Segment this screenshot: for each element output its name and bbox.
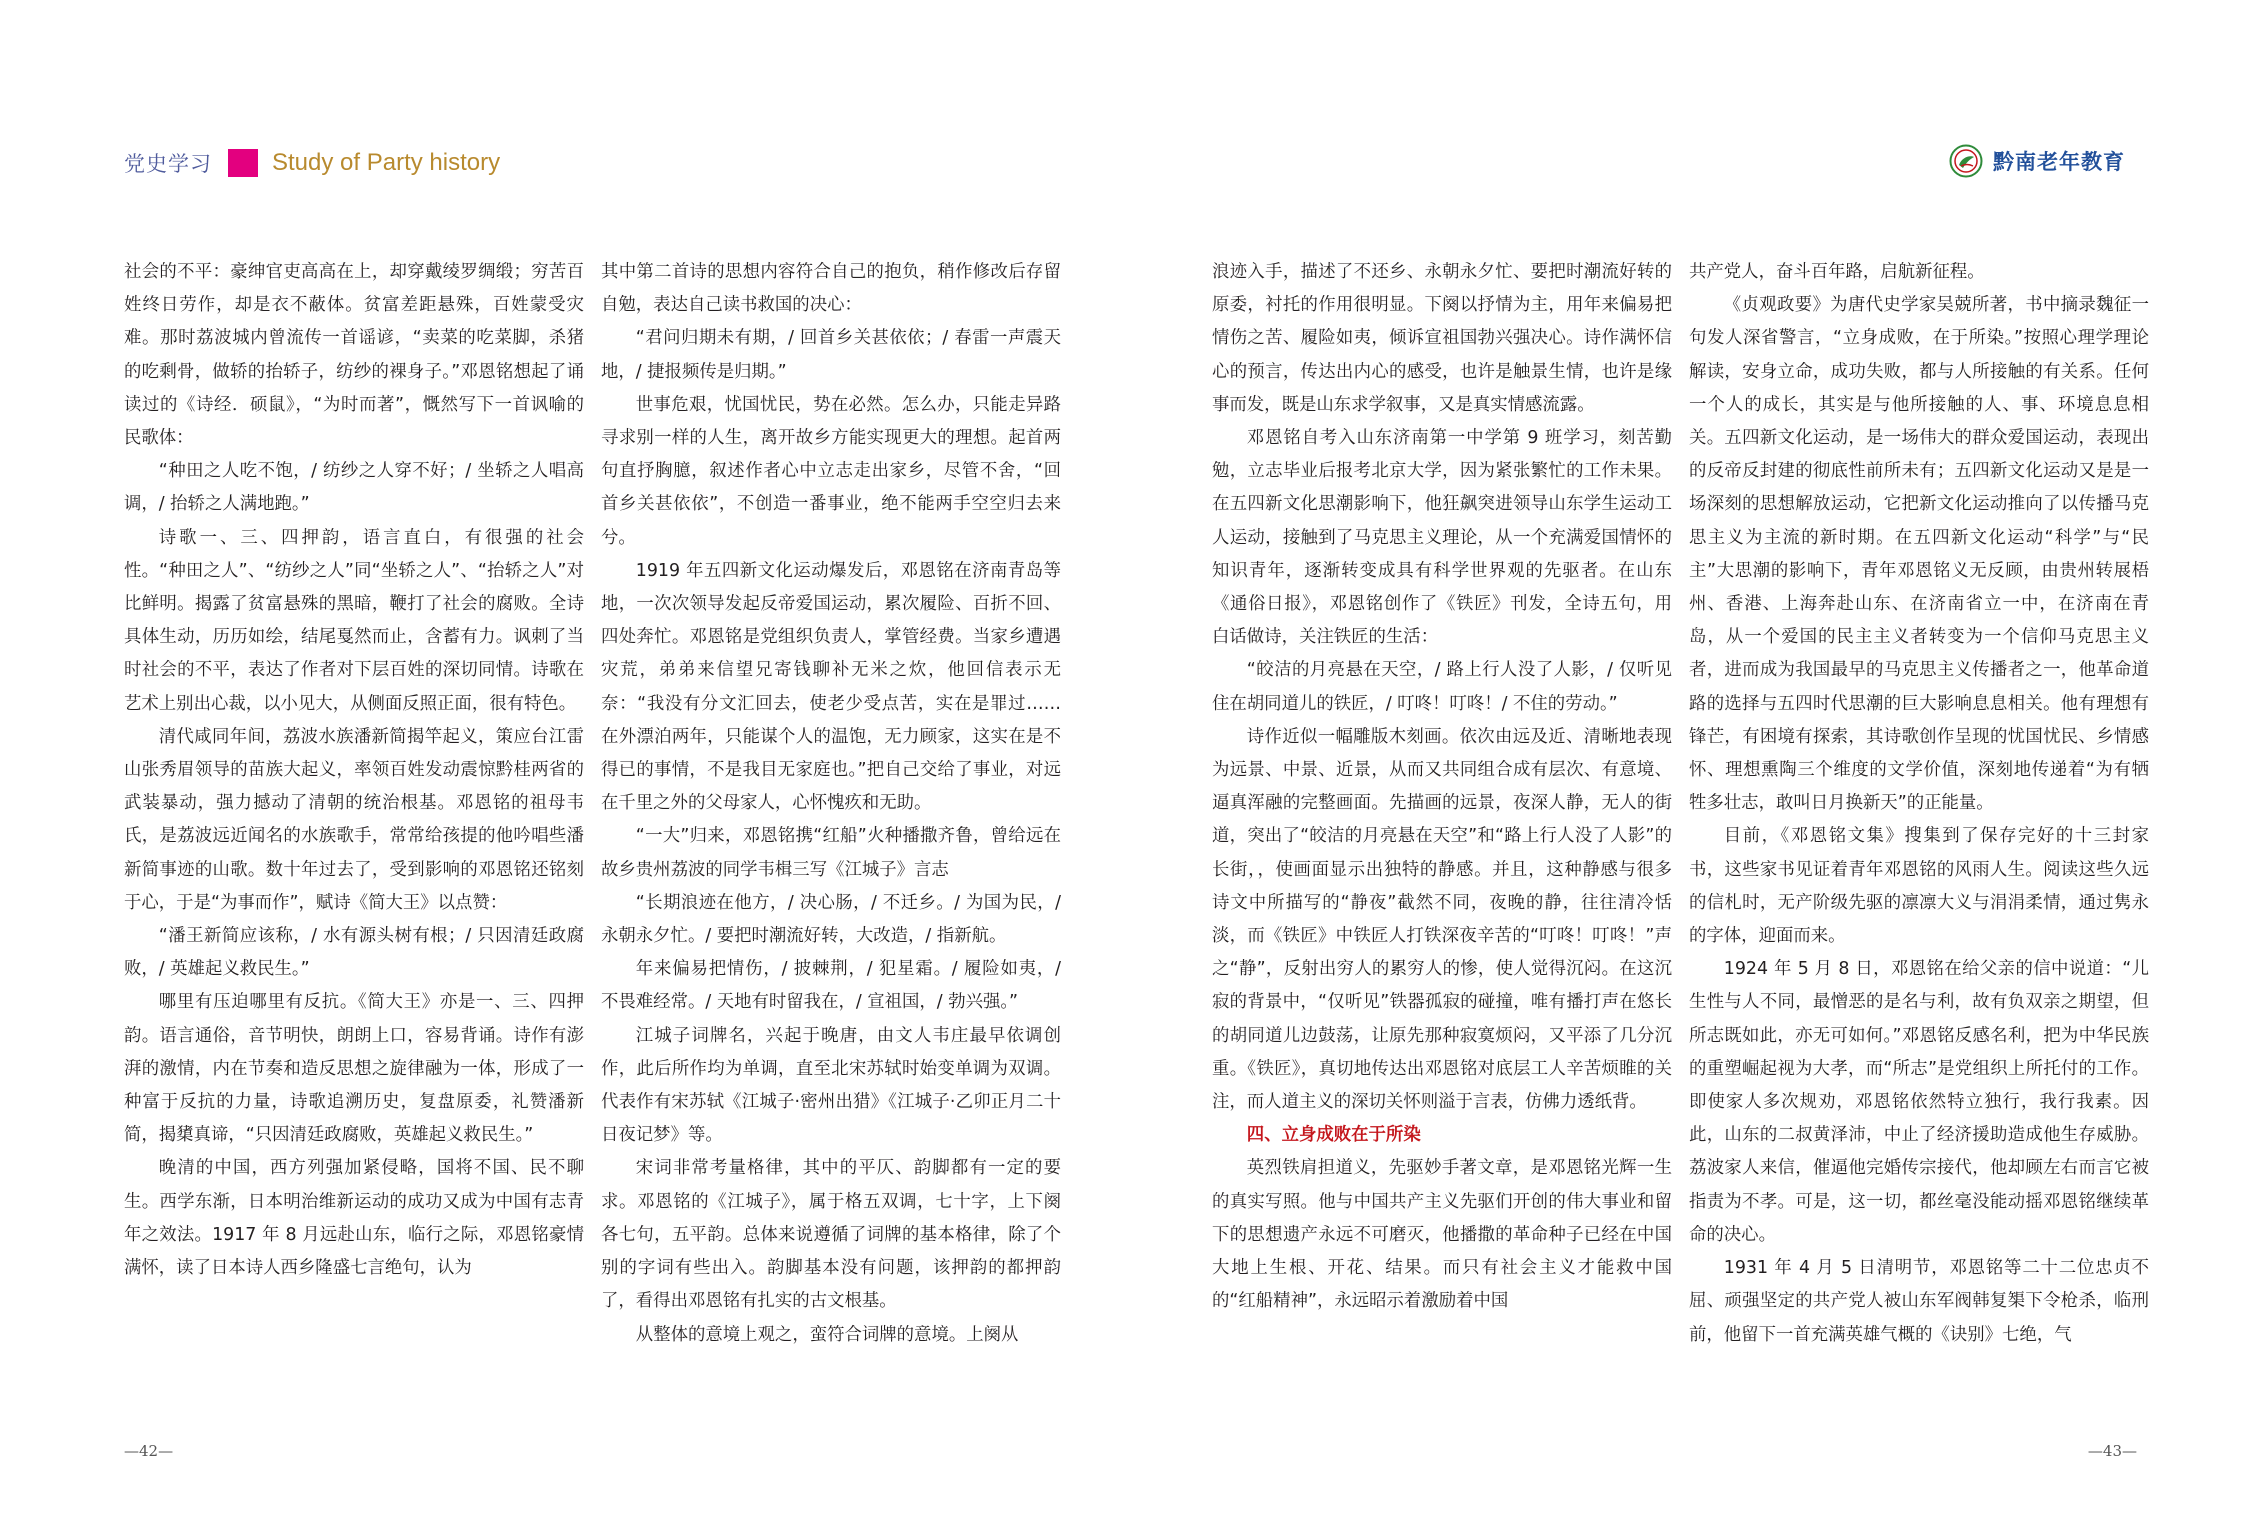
paragraph: 1931 年 4 月 5 日清明节，邓恩铭等二十二位忠贞不屈、顽强坚定的共产党人被山东军阀韩复榘下令枪杀，临刑前，他留下一首充满英雄气概的《诀别》七绝，气 [1689,1258,2149,1345]
brand-header [1949,143,2125,179]
circular-emblem-icon [1949,144,1983,178]
page-number-left: —42— [124,1442,174,1460]
text-column-2 [601,256,1061,1352]
paragraph: 浪迹入手，描述了不还乡、永朝永夕忙、要把时潮流好转的原委，衬托的作用很明显。下阕以抒情为主，用年来偏易把情伤之苦、履险如夷，倾诉宣祖国勃兴强决心。诗作满怀信心的预言，传达出内心的感受，也许是触景生情，也许是缘事而发，既是山东求学叙事，又是真实情感流露。 [1212,262,1672,415]
paragraph: 共产党人，奋斗百年路，启航新征程。 [1689,262,1985,282]
poem-quote: “潘王新简应该称，/ 水有源头树有根；/ 只因清廷政腐败，/ 英雄起义救民生。” [124,926,584,980]
paragraph: 诗作近似一幅雕版木刻画。依次由远及近、清晰地表现为远景、中景、近景，从而又共同组合成有层次、有意境、逼真浑融的完整画面。先描画的远景，夜深人静，无人的街道，突出了“皎洁的月亮悬在天空”和“路上行人没了人影”的长街，，使画面显示出独特的静感。并且，这种静感与很多诗文中所描写的“静夜”截然不同，夜晚的静，往往清冷恬淡，而《铁匠》中铁匠人打铁深夜辛苦的“叮咚！叮咚！”声之“静”，反射出穷人的累穷人的惨，使人觉得沉闷。在这沉寂的背景中，“仅听见”铁器孤寂的碰撞，唯有播打声在悠长的胡同道儿边鼓荡，让原先那种寂寞烦闷，又平添了几分沉重。《铁匠》，真切地传达出邓恩铭对底层工人辛苦烦睢的关注，而人道主义的深切关怀则溢于言表，仿佛力透纸背。 [1212,726,1672,1113]
poem-quote: “种田之人吃不饱，/ 纺纱之人穿不好；/ 坐轿之人唱高调，/ 抬轿之人满地跑。” [124,461,584,515]
paragraph: 1919 年五四新文化运动爆发后，邓恩铭在济南青岛等地，一次次领导发起反帝爱国运动，累次履险、百折不回、四处奔忙。邓恩铭是党组织负责人，掌管经费。当家乡遭遇灾荒，弟弟来信望兄寄钱聊补无米之炊，他回信表示无奈：“我没有分文汇回去，使老少受点苦，实在是罪过……在外漂泊两年，只能谋个人的温饱，无力顾家，这实在是不得已的事情，不是我目无家庭也。”把自己交给了事业，对远在千里之外的父母家人，心怀愧疚和无助。 [601,560,1061,814]
paragraph: 邓恩铭自考入山东济南第一中学第 9 班学习，刻苦勤勉，立志毕业后报考北京大学，因为紧张繁忙的工作未果。在五四新文化思潮影响下，他狂飙突进领导山东学生运动工人运动，接触到了马克思主义理论，从一个充满爱国情怀的知识青年，逐渐转变成具有科学世界观的先驱者。在山东《通俗日报》，邓恩铭创作了《铁匠》刊发，全诗五句，用白话做诗，关注铁匠的生活： [1212,428,1672,648]
section-heading: 四、立身成败在于所染 [1246,1125,1421,1146]
section-title-cn: 党史学习 [124,152,212,176]
section-header [124,148,500,178]
paragraph: 目前，《邓恩铭文集》搜集到了保存完好的十三封家书，这些家书见证着青年邓恩铭的风雨人生。阅读这些久远的信札时，无产阶级先驱的凛凛大义与涓涓柔情，通过隽永的字体，迎面而来。 [1689,826,2149,947]
paragraph: 社会的不平：豪绅官吏高高在上，却穿戴绫罗绸缎；穷苦百姓终日劳作，却是衣不蔽体。贫富差距悬殊，百姓蒙受灾难。那时荔波城内曾流传一首谣谚，“卖菜的吃菜脚，杀猪的吃剩骨，做轿的抬轿子，纺纱的裸身子。”邓恩铭想起了诵读过的《诗经．硕鼠》，“为时而著”，慨然写下一首讽喻的民歌体： [124,262,584,449]
paragraph: 哪里有压迫哪里有反抗。《简大王》亦是一、三、四押韵。语言通俗，音节明快，朗朗上口，容易背诵。诗作有澎湃的激情，内在节奏和造反思想之旋律融为一体，形成了一种富于反抗的力量，诗歌追溯历史，复盘原委，礼赞潘新简，揭橥真谛，“只因清廷政腐败，英雄起义救民生。” [124,992,584,1146]
paragraph: 江城子词牌名，兴起于晚唐，由文人韦庄最早依调创作，此后所作均为单调，直至北宋苏轼时始变单调为双调。代表作有宋苏轼《江城子·密州出猎》《江城子·乙卯正月二十日夜记梦》等。 [601,1025,1061,1146]
paragraph: 1924 年 5 月 8 日，邓恩铭在给父亲的信中说道：“儿生性与人不同，最憎恶的是名与利，故有负双亲之期望，但所志既如此，亦无可如何。”邓恩铭反感名利，把为中华民族的重塑崛起视为大孝，而“所志”是党组织上所托付的工作。即使家人多次规劝，邓恩铭依然特立独行，我行我素。因此，山东的二叔黄泽沛，中止了经济援助造成他生存威胁。荔波家人来信，催逼他完婚传宗接代，他却顾左右而言它被指责为不孝。可是，这一切，都丝毫没能动摇邓恩铭继续革命的决心。 [1689,959,2149,1245]
poem-quote: “君问归期未有期，/ 回首乡关甚依依；/ 春雷一声震天地，/ 捷报频传是归期。” [601,328,1061,382]
paragraph: 从整体的意境上观之，蛮符合词牌的意境。上阕从 [635,1324,1019,1345]
paragraph: 诗歌一、三、四押韵，语言直白，有很强的社会性。“种田之人”、“纺纱之人”同“坐轿之人”、“抬轿之人”对比鲜明。揭露了贫富悬殊的黑暗，鞭打了社会的腐败。全诗具体生动，历历如绘，结尾戛然而止，含蓄有力。讽刺了当时社会的不平，表达了作者对下层百姓的深切同情。诗歌在艺术上别出心裁，以小见大，从侧面反照正面，很有特色。 [124,527,584,714]
paragraph: 英烈铁肩担道义，先驱妙手著文章，是邓恩铭光辉一生的真实写照。他与中国共产主义先驱们开创的伟大事业和留下的思想遗产永远不可磨灭，他播撒的革命种子已经在中国大地上生根、开花、结果。而只有社会主义才能救中国的“红船精神”，永远昭示着激励着中国 [1212,1158,1672,1312]
paragraph: 世事危艰，忧国忧民，势在必然。怎么办，只能走异路寻求别一样的人生，离开故乡方能实现更大的理想。起首两句直抒胸臆，叙述作者心中立志走出家乡，尽管不舍，“回首乡关甚依依”，不创造一番事业，绝不能两手空空归去来兮。 [601,394,1061,548]
paragraph: 宋词非常考量格律，其中的平仄、韵脚都有一定的要求。邓恩铭的《江城子》，属于格五双调，七十字，上下阕各七句，五平韵。总体来说遵循了词牌的基本格律，除了个别的字词有些出入。韵脚基本没有问题，该押韵的都押韵了，看得出邓恩铭有扎实的古文根基。 [601,1158,1061,1312]
paragraph: 清代咸同年间，荔波水族潘新简揭竿起义，策应台江雷山张秀眉领导的苗族大起义，率领百姓发动震惊黔桂两省的武装暴动，强力撼动了清朝的统治根基。邓恩铭的祖母韦氏，是荔波远近闻名的水族歌手，常常给孩提的他吟唱些潘新简事迹的山歌。数十年过去了，受到影响的邓恩铭还铭刻于心，于是“为事而作”，赋诗《简大王》以点赞： [124,726,584,913]
text-column-4 [1689,256,2149,1352]
paragraph: 其中第二首诗的思想内容符合自己的抱负，稍作修改后存留自勉，表达自己读书救国的决心： [601,262,1061,316]
paragraph: 晚清的中国，西方列强加紧侵略，国将不国、民不聊生。西学东渐，日本明治维新运动的成功又成为中国有志青年之效法。1917 年 8 月远赴山东，临行之际，邓恩铭豪情满怀，读了日本诗人西乡隆盛七言绝句，认为 [124,1158,584,1279]
poem-quote: “皎洁的月亮悬在天空，/ 路上行人没了人影，/ 仅听见住在胡同道儿的铁匠，/ 叮咚！叮咚！/ 不住的劳动。” [1212,660,1672,714]
text-column-3 [1212,256,1672,1319]
page-number-right: —43— [2087,1442,2137,1460]
section-title-en: Study of Party history [272,149,501,176]
text-column-1 [124,256,584,1285]
poem-quote: 年来偏易把情伤，/ 披棘荆，/ 犯星霜。/ 履险如夷，/ 不畏难经常。/ 天地有时留我在，/ 宣祖国，/ 勃兴强。” [601,959,1061,1013]
paragraph: 《贞观政要》为唐代史学家吴兢所著，书中摘录魏征一句发人深省警言，“立身成败，在于所染。”按照心理学理论解读，安身立命，成功失败，都与人所接触的有关系。任何一个人的成长，其实是与他所接触的人、事、环境息息相关。五四新文化运动，是一场伟大的群众爱国运动，表现出的反帝反封建的彻底性前所未有；五四新文化运动又是是一场深刻的思想解放运动，它把新文化运动推向了以传播马克思主义为主流的新时期。在五四新文化运动“科学”与“民主”大思潮的影响下，青年邓恩铭义无反顾，由贵州转展梧州、香港、上海奔赴山东、在济南省立一中，在济南在青岛，从一个爱国的民主主义者转变为一个信仰马克思主义者，进而成为我国最早的马克思主义传播者之一，他革命道路的选择与五四时代思潮的巨大影响息息相关。他有理想有锋芒，有困境有探索，其诗歌创作呈现的忧国忧民、乡情感怀、理想熏陶三个维度的文学价值，深刻地传递着“为有牺牲多壮志，敢叫日月换新天”的正能量。 [1689,295,2149,814]
section-marker [228,149,258,177]
poem-quote: “长期浪迹在他方，/ 决心肠，/ 不迁乡。/ 为国为民，/ 永朝永夕忙。/ 要把时潮流好转，大改造，/ 指新航。 [601,892,1061,947]
brand-name: 黔南老年教育 [1993,150,2125,174]
paragraph: “一大”归来，邓恩铭携“红船”火种播撒齐鲁，曾给远在故乡贵州荔波的同学韦楫三写《江城子》言志 [601,826,1061,880]
